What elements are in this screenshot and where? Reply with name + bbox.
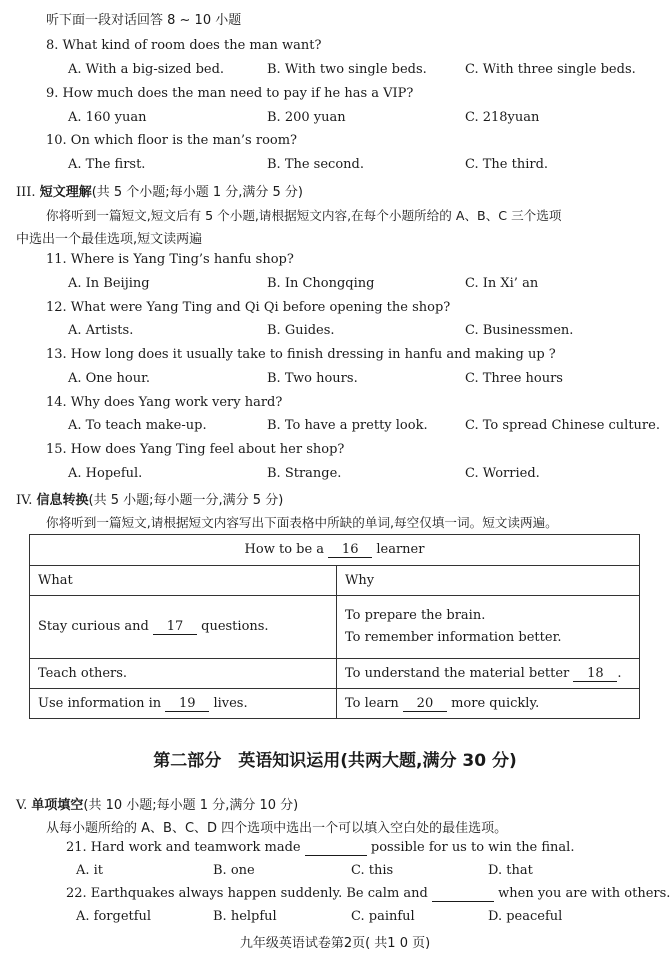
blank-20[interactable]: 20 [403, 696, 447, 712]
section-3-heading [16, 181, 303, 200]
table-cell-what-2: Teach others. [30, 659, 337, 689]
q15-option-a: A. Hopeful. [68, 466, 143, 481]
q8-option-a: A. With a big-sized bed. [68, 62, 225, 77]
q8-option-c: C. With three single beds. [465, 62, 636, 77]
q14-option-c: C. To spread Chinese culture. [465, 418, 660, 433]
section-4-number: IV. [16, 493, 33, 508]
q21-stem-pre: 21. Hard work and teamwork made [66, 840, 301, 855]
row1-what-post: questions. [201, 619, 269, 634]
section-5-instruction: 从每小题所给的 A、B、C、D 四个选项中选出一个可以填入空白处的最佳选项。 [46, 821, 508, 836]
q22-stem [66, 886, 670, 902]
q22-blank[interactable] [432, 886, 494, 902]
q8-stem: 8. What kind of room does the man want? [46, 38, 322, 53]
q14-option-a: A. To teach make-up. [68, 418, 207, 433]
row1-why-line2: To remember information better. [345, 630, 562, 645]
q22-stem-pre: 22. Earthquakes always happen suddenly. Be calm and [66, 886, 428, 901]
table-title-cell [30, 535, 640, 566]
q9-option-b: B. 200 yuan [267, 110, 346, 125]
section-4-heading [16, 489, 283, 508]
q21-option-b: B. one [213, 863, 255, 878]
q11-option-c: C. In Xi’ an [465, 276, 539, 291]
row1-what-pre: Stay curious and [38, 619, 149, 634]
q21-stem [66, 840, 574, 856]
section-5-rule: (共 10 小题;每小题 1 分,满分 10 分) [83, 798, 299, 813]
q22-option-a: A. forgetful [76, 909, 152, 924]
table-title-row [30, 535, 640, 566]
section-4-instruction: 你将听到一篇短文,请根据短文内容写出下面表格中所缺的单词,每空仅填一词。短文读两遍。 [46, 515, 558, 530]
row2-why-post: . [617, 665, 622, 681]
blank-18[interactable]: 18 [573, 666, 617, 682]
table-cell-why-2 [337, 659, 640, 689]
q12-option-c: C. Businessmen. [465, 323, 574, 338]
row2-why-pre: To understand the material better [345, 665, 570, 681]
row3-what-pre: Use information in [38, 695, 162, 711]
part-2-title: 第二部分 英语知识运用(共两大题,满分 30 分) [153, 751, 517, 771]
q21-option-c: C. this [351, 863, 394, 878]
table-header-what: What [30, 566, 337, 596]
section-5-number: V. [16, 798, 28, 813]
q22-option-c: C. painful [351, 909, 415, 924]
table-row [30, 689, 640, 719]
q21-stem-post: possible for us to win the final. [370, 840, 575, 855]
q13-stem: 13. How long does it usually take to finish dressing in hanfu and making up ? [46, 347, 556, 362]
table-header-row [30, 566, 640, 596]
q12-option-a: A. Artists. [68, 323, 134, 338]
blank-16[interactable]: 16 [328, 542, 372, 558]
section-5-heading [16, 794, 298, 813]
section-4-title: 信息转换 [36, 493, 89, 508]
q21-option-d: D. that [488, 863, 533, 878]
q10-option-a: A. The first. [68, 157, 146, 172]
table-row [30, 659, 640, 689]
q15-option-c: C. Worried. [465, 466, 540, 481]
q15-option-b: B. Strange. [267, 466, 342, 481]
row3-what-post: lives. [213, 695, 248, 711]
listening-intro-8-10: 听下面一段对话回答 8 ~ 10 小题 [46, 13, 242, 28]
table-cell-what-1 [30, 596, 337, 659]
q14-option-b: B. To have a pretty look. [267, 418, 428, 433]
q21-option-a: A. it [76, 863, 104, 878]
q13-option-c: C. Three hours [465, 371, 563, 386]
table-header-why: Why [337, 566, 640, 596]
q13-option-a: A. One hour. [68, 371, 150, 386]
row3-why-post: more quickly. [451, 695, 540, 711]
q22-option-b: B. helpful [213, 909, 277, 924]
q22-stem-post: when you are with others. [498, 886, 670, 901]
q9-option-c: C. 218yuan [465, 110, 540, 125]
q13-option-b: B. Two hours. [267, 371, 358, 386]
q21-blank[interactable] [305, 840, 367, 856]
q10-option-c: C. The third. [465, 157, 549, 172]
table-title-post: learner [376, 542, 425, 557]
q12-stem: 12. What were Yang Ting and Qi Qi before opening the shop? [46, 300, 451, 315]
section-3-instruction-line1: 你将听到一篇短文,短文后有 5 个小题,请根据短文内容,在每个小题所给的 A、B、C 三个选项 [46, 208, 562, 223]
q15-stem: 15. How does Yang Ting feel about her shop? [46, 442, 345, 457]
q10-stem: 10. On which floor is the man’s room? [46, 133, 298, 148]
row1-why-line1: To prepare the brain. [345, 608, 486, 623]
q11-stem: 11. Where is Yang Ting’s hanfu shop? [46, 252, 294, 267]
table-cell-what-3 [30, 689, 337, 719]
section-4-rule: (共 5 小题;每小题一分,满分 5 分) [88, 493, 284, 508]
blank-19[interactable]: 19 [165, 696, 209, 712]
section-3-instruction-line2: 中选出一个最佳选项,短文读两遍 [16, 232, 203, 247]
table-title-pre: How to be a [244, 542, 325, 557]
q9-stem: 9. How much does the man need to pay if he has a VIP? [46, 86, 414, 101]
q9-option-a: A. 160 yuan [68, 110, 147, 125]
table-cell-why-1 [337, 596, 640, 659]
q11-option-a: A. In Beijing [68, 276, 150, 291]
section-3-number: III. [16, 185, 36, 200]
table-row [30, 596, 640, 659]
q10-option-b: B. The second. [267, 157, 364, 172]
q12-option-b: B. Guides. [267, 323, 335, 338]
q11-option-b: B. In Chongqing [267, 276, 375, 291]
table-cell-why-3 [337, 689, 640, 719]
section-3-title: 短文理解 [39, 185, 92, 200]
page-footer: 九年级英语试卷第2页( 共1 0 页) [239, 936, 431, 951]
info-transfer-table [29, 534, 640, 719]
row3-why-pre: To learn [345, 695, 399, 711]
section-3-rule: (共 5 个小题;每小题 1 分,满分 5 分) [91, 185, 303, 200]
q8-option-b: B. With two single beds. [267, 62, 427, 77]
q14-stem: 14. Why does Yang work very hard? [46, 395, 283, 410]
section-5-title: 单项填空 [31, 798, 84, 813]
q22-option-d: D. peaceful [488, 909, 563, 924]
blank-17[interactable]: 17 [153, 619, 197, 635]
